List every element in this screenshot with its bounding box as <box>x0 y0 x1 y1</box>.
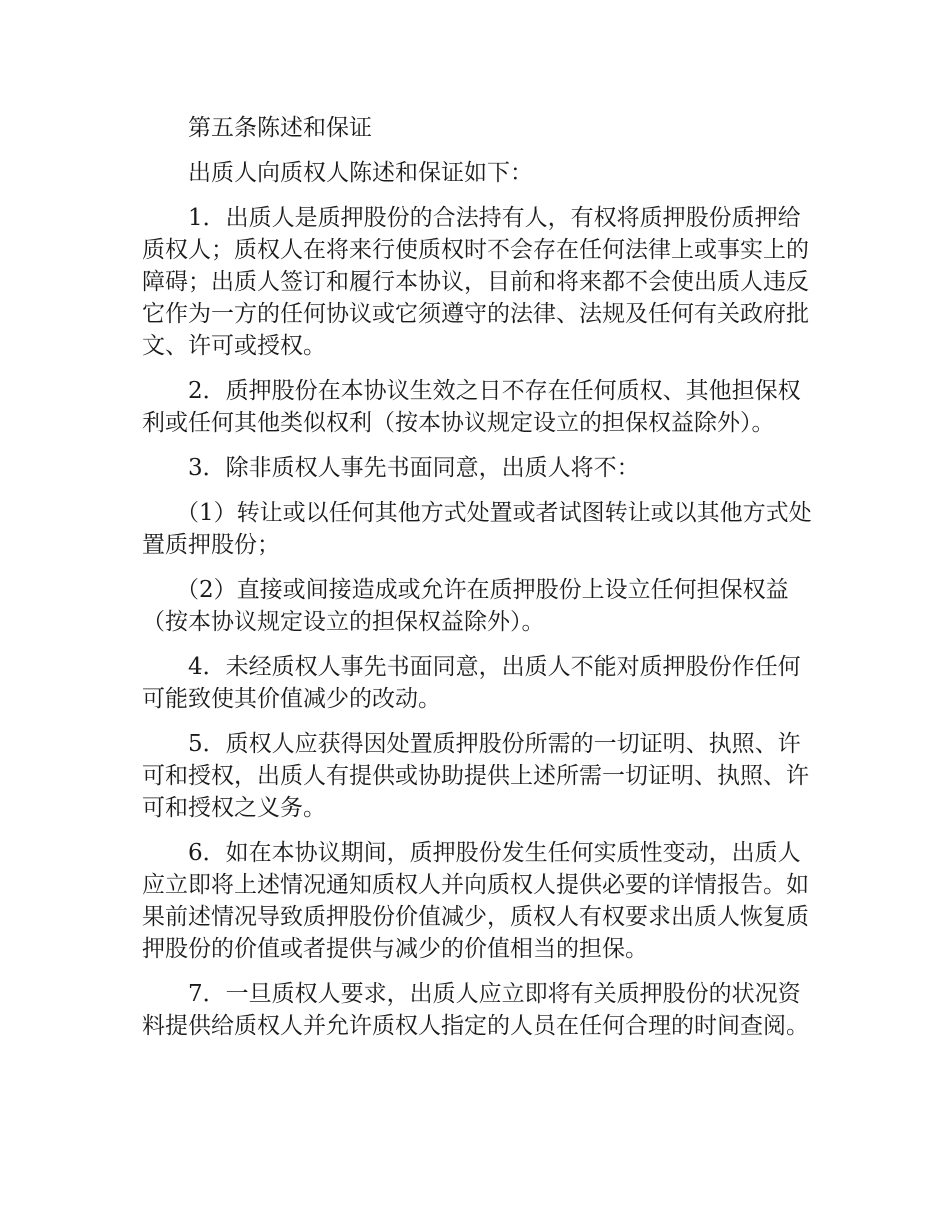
clause-3-item-2: （2）直接或间接造成或允许在质押股份上设立任何担保权益（按本协议规定设立的担保权益除外）。 <box>142 577 789 635</box>
clause-4: 4．未经质权人事先书面同意，出质人不能对质押股份作任何可能致使其价值减少的改动。 <box>142 654 801 712</box>
clause-3-item-1: （1）转让或以任何其他方式处置或者试图转让或以其他方式处置质押股份； <box>142 500 812 558</box>
clause-3: 3．除非质权人事先书面同意，出质人将不： <box>188 455 640 481</box>
document-body <box>142 112 818 1055</box>
article-heading: 第五条陈述和保证 <box>188 115 372 141</box>
clause-5: 5．质权人应获得因处置质押股份所需的一切证明、执照、许可和授权，出质人有提供或协助提供上述所需一切证明、执照、许可和授权之义务。 <box>142 731 809 821</box>
intro-paragraph: 出质人向质权人陈述和保证如下： <box>188 160 533 186</box>
clause-2: 2．质押股份在本协议生效之日不存在任何质权、其他担保权利或任何其他类似权利（按本协议规定设立的担保权益除外）。 <box>142 378 801 436</box>
clause-6: 6．如在本协议期间，质押股份发生任何实质性变动，出质人应立即将上述情况通知质权人并向质权人提供必要的详情报告。如果前述情况导致质押股份价值减少，质权人有权要求出质人恢复质押股份的价值或者提供与减少的价值相当的担保。 <box>142 840 809 962</box>
clause-7: 7．一旦质权人要求，出质人应立即将有关质押股份的状况资料提供给质权人并允许质权人指定的人员在任何合理的时间查阅。 <box>142 981 809 1039</box>
clause-1: 1．出质人是质押股份的合法持有人，有权将质押股份质押给质权人；质权人在将来行使质权时不会存在任何法律上或事实上的障碍；出质人签订和履行本协议，目前和将来都不会使出质人违反它作为一方的任何协议或它须遵守的法律、法规及任何有关政府批文、许可或授权。 <box>142 205 809 359</box>
